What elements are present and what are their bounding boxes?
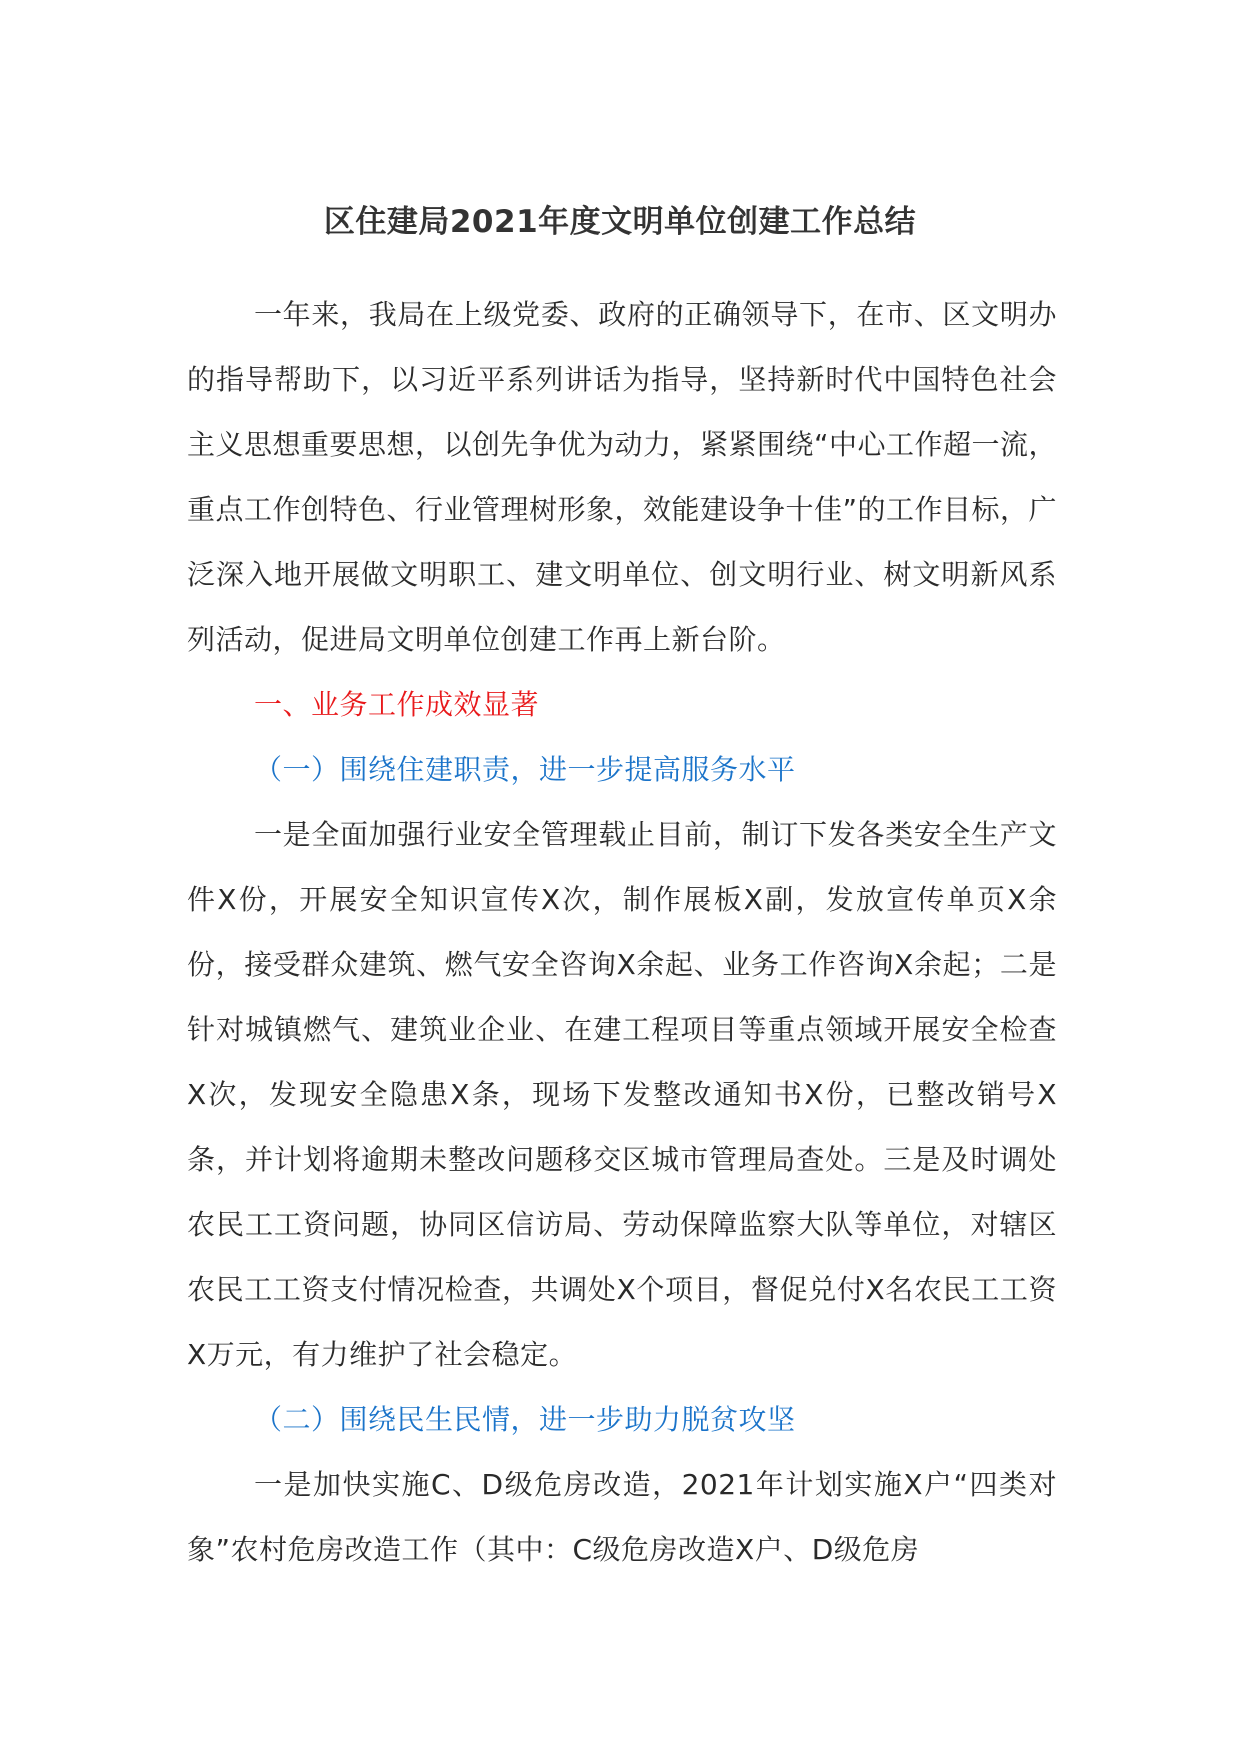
document-body: [187, 282, 1057, 1582]
page-title: 区住建局2021年度文明单位创建工作总结: [323, 204, 917, 240]
intro-paragraph: 一年来，我局在上级党委、政府的正确领导下，在市、区文明办的指导帮助下，以习近平系列讲话为指导，坚持新时代中国特色社会主义思想重要思想，以创先争优为动力，紧紧围绕“中心工作超一流，重点工作创特色、行业管理树形象，效能建设争十佳”的工作目标，广泛深入地开展做文明职工、建文明单位、创文明行业、树文明新风系列活动，促进局文明单位创建工作再上新台阶。: [187, 298, 1058, 656]
subsection-1-paragraph: 一是全面加强行业安全管理载止目前，制订下发各类安全生产文件X份，开展安全知识宣传X次，制作展板X副，发放宣传单页X余份，接受群众建筑、燃气安全咨询X余起、业务工作咨询X余起；二是针对城镇燃气、建筑业企业、在建工程项目等重点领域开展安全检查X次，发现安全隐患X条，现场下发整改通知书X份，已整改销号X条，并计划将逾期未整改问题移交区城市管理局查处。三是及时调处农民工工资问题，协同区信访局、劳动保障监察大队等单位，对辖区农民工工资支付情况检查，共调处X个项目，督促兑付X名农民工工资X万元，有力维护了社会稳定。: [187, 818, 1057, 1371]
subsection-heading-2: （二）围绕民生民情，进一步助力脱贫攻坚: [254, 1403, 796, 1436]
subsection-heading-1: （一）围绕住建职责，进一步提高服务水平: [254, 753, 796, 786]
subsection-2-paragraph: 一是加快实施C、D级危房改造，2021年计划实施X户“四类对象”农村危房改造工作（其中：C级危房改造X户、D级危房: [187, 1468, 1057, 1566]
section-heading: 一、业务工作成效显著: [254, 688, 540, 721]
